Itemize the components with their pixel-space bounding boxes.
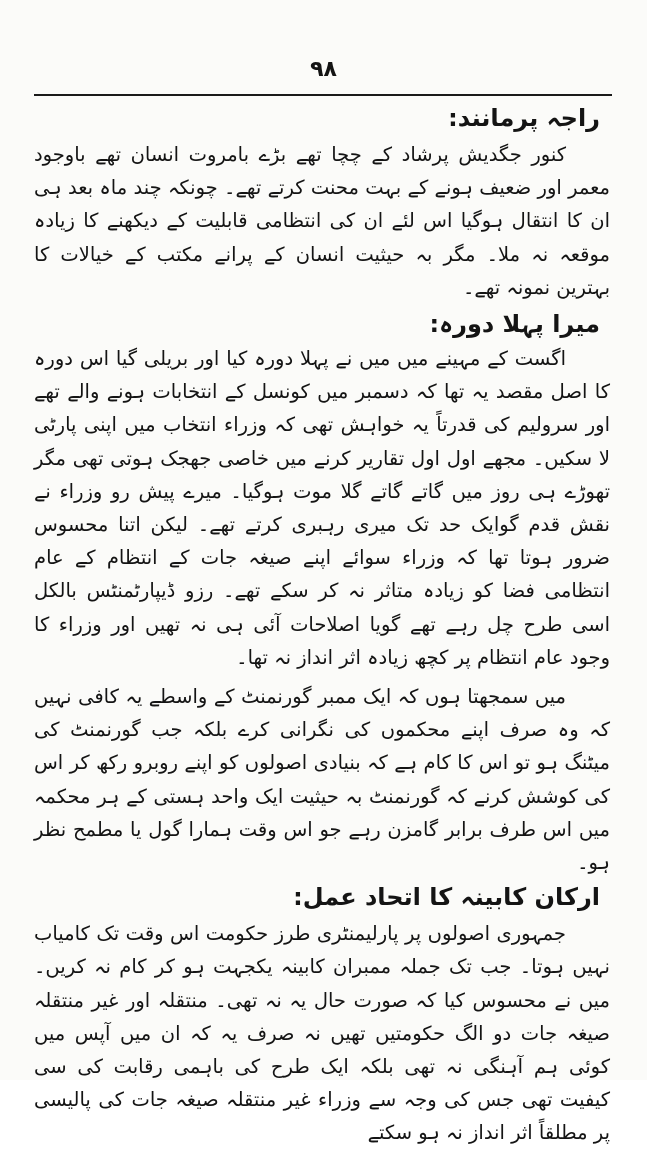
section-heading-first-tour: میرا پہلا دورہ: — [429, 310, 600, 339]
page-number: ۹۸ — [310, 57, 337, 82]
paragraph-first-tour: اگست کے مہینے میں میں نے پہلا دورہ کیا اور بریلی گیا اس دورہ کا اصل مقصد یہ تھا کہ دسمبر میں کونسل کے انتخابات ہونے والے تھے اور سرولیم کی قدرتاً یہ خواہش تھی کہ وزراء انتخاب میں اپنی پارٹی لا سکیں۔ مجھے اول اول تقاریر کرنے میں خاصی جھجک ہوتی تھی مگر تھوڑے ہی روز میں گاتے گاتے گلا موت ہوگیا۔ میرے پیش رو وزراء نے نقش قدم گوایک حد تک میری رہبری کرتے تھے۔ لیکن اتنا محسوس ضرور ہوتا تھا کہ وزراء سوائے اپنے صیغہ جات کے انتظام کے عام انتظامی فضا کو زیادہ متاثر نہ کر سکے تھے۔ رزو ڈیپارٹمنٹس بالکل اسی طرح چل رہے تھے گویا اصلاحات آئی ہی نہ تھیں اور وزراء کا وجود عام انتظام پر کچھ زیادہ اثر انداز نہ تھا۔ — [34, 347, 610, 669]
paragraph-raja-parmanand: کنور جگدیش پرشاد کے چچا تھے بڑے بامروت انسان تھے باوجود معمر اور ضعیف ہونے کے بہت محنت کرتے تھے۔ چونکہ چند ماہ بعد ہی ان کا انتقال ہوگیا اس لئے ان کی انتظامی قابلیت کے دیکھنے کا زیادہ موقعہ نہ ملا۔ مگر بہ حیثیت انسان کے پرانے مکتب کے خیالات کا بہترین نمونہ تھے۔ — [34, 143, 610, 299]
paragraph-member-duty: میں سمجھتا ہوں کہ ایک ممبر گورنمنٹ کے واسطے یہ کافی نہیں کہ وہ صرف اپنے محکموں کی نگرانی کرے بلکہ جب گورنمنٹ کی میٹنگ ہو تو اس کا کام ہے کہ بنیادی اصولوں کو اپنے روبرو رکھ کر اس کی کوشش کرنے کہ گورنمنٹ بہ حیثیت ایک واحد ہستی کے ہر محکمہ میں اس طرف برابر گامزن رہے جو اس وقت ہمارا گول یا مطمح نظر ہو۔ — [34, 685, 610, 875]
section-heading-cabinet-unity: ارکان کابینہ کا اتحاد عمل: — [293, 883, 600, 912]
section-heading-raja-parmanand: راجہ پرمانند: — [448, 104, 600, 132]
paragraph-cabinet-unity: جمہوری اصولوں پر پارلیمنٹری طرز حکومت اس وقت تک کامیاب نہیں ہوتا۔ جب تک جملہ ممبران کابینہ یکجہت ہو کر کام نہ کریں۔ میں نے محسوس کیا کہ صورت حال یہ نہ تھی۔ منتقلہ اور غیر منتقلہ صیغہ جات دو الگ حکومتیں تھیں نہ صرف یہ کہ ان میں آپس میں کوئی ہم آہنگی نہ تھی بلکہ ایک طرح کی باہمی رقابت کی سی کیفیت تھی جس کی وجہ سے وزراء غیر منتقلہ صیغہ جات کی پالیسی پر مطلقاً اثر انداز نہ ہو سکتے — [34, 922, 610, 1145]
body-text-column — [34, 102, 610, 1150]
header-rule — [34, 94, 612, 96]
